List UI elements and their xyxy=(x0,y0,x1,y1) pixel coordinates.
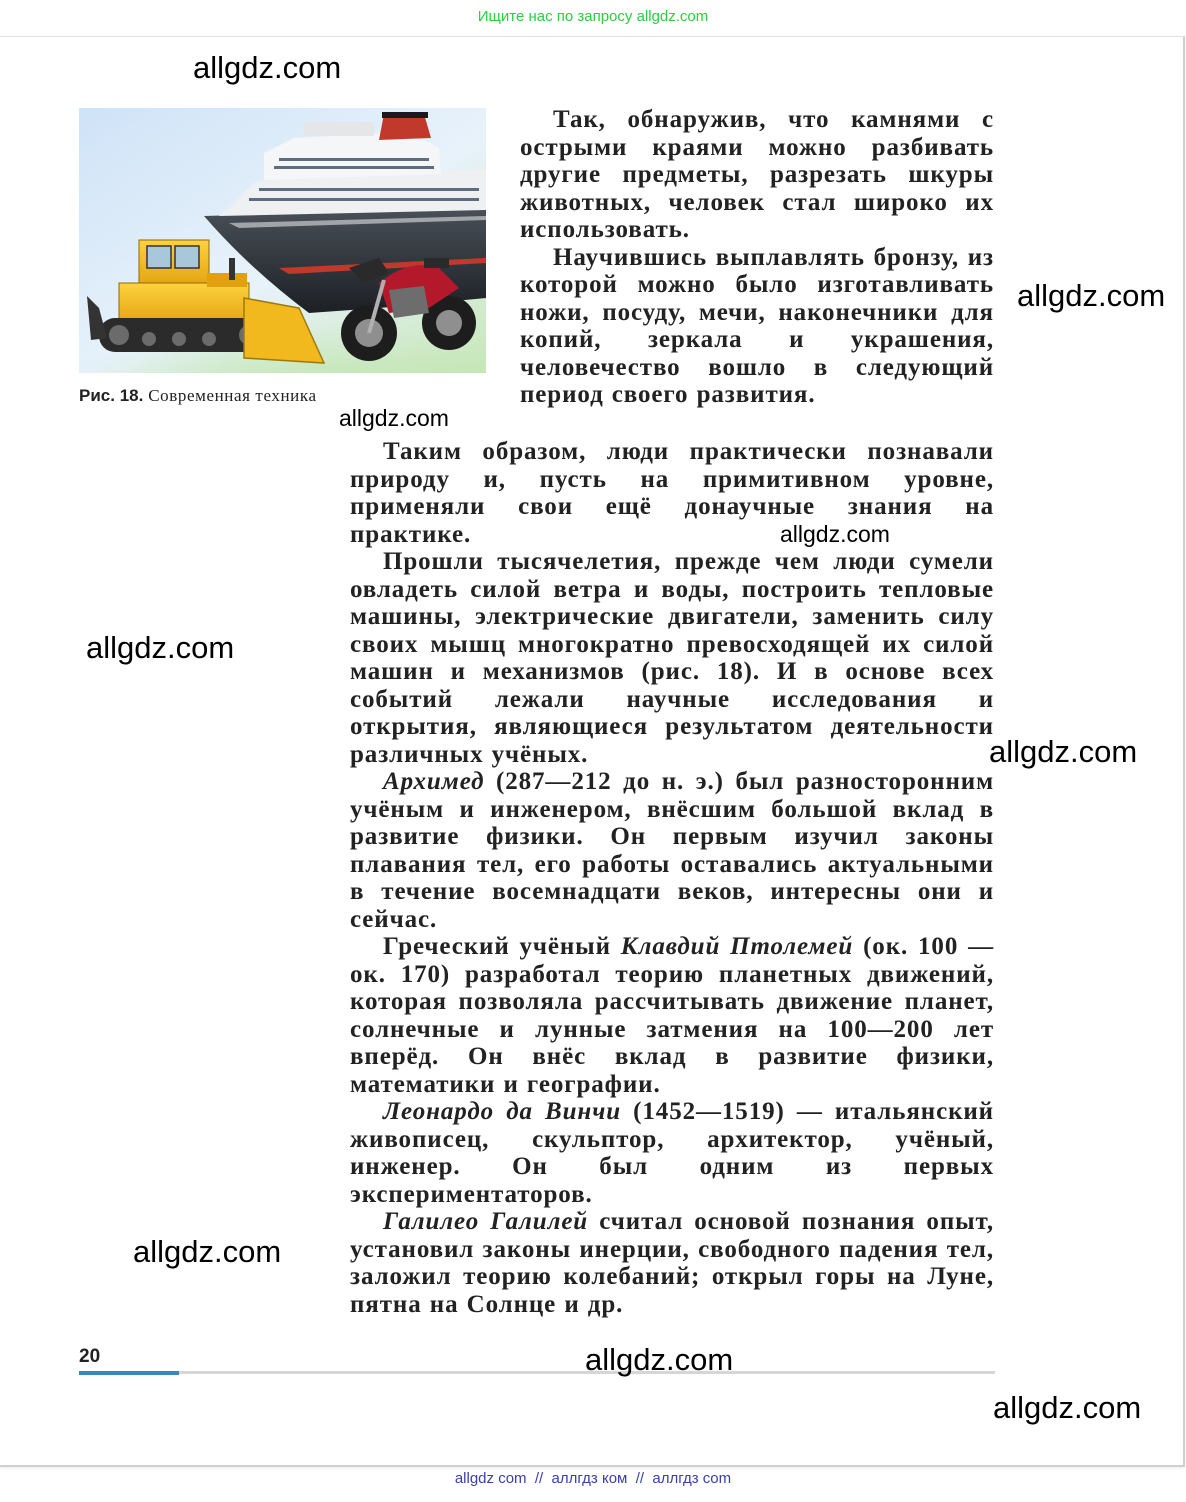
watermark: allgdz.com xyxy=(339,405,449,431)
paragraph-ptolemy xyxy=(350,933,994,1098)
paragraph: Прошли тысячелетия, прежде чем люди сумели овладеть силой ветра и воды, построить тепловые машины, электрические двигатели, заменить силу своих мышц многократно превосходящей их силой машин и механизмов (рис. 18). И в основе всех событий лежали научные исследования и открытия, являющиеся результатом деятельности различных учёных. xyxy=(350,548,994,768)
paragraph-text: считал основой познания опыт, установил законы инерции, свободного падения тел, заложил теорию колебаний; открыл горы на Луне, пятна на Солнце и др. xyxy=(350,1208,994,1318)
page-footer-accent xyxy=(79,1371,179,1375)
page-number: 20 xyxy=(79,1346,101,1367)
watermark: allgdz.com xyxy=(1017,278,1166,313)
figure-modern-technology xyxy=(79,108,486,373)
figure-illustration xyxy=(79,108,486,373)
watermark: allgdz.com xyxy=(133,1234,282,1269)
watermark: allgdz.com xyxy=(585,1342,734,1377)
main-text xyxy=(350,438,994,1318)
watermark: allgdz.com xyxy=(989,734,1138,769)
watermark: allgdz.com xyxy=(993,1390,1142,1425)
paragraph-galileo xyxy=(350,1208,994,1318)
footer-links: allgdz com // аллгдз ком // аллгдз com xyxy=(454,1470,732,1487)
figure-caption-text: Современная техника xyxy=(148,386,317,405)
figure-caption xyxy=(79,386,317,406)
watermark: allgdz.com xyxy=(193,50,342,85)
paragraph-text: (ок. 100 — ок. 170) разработал теорию планетных движений, которая позволяла рассчитывать движение планет, солнечные и лунные затмения на 100—200 лет вперёд. Он внёс вклад в развитие физики, математики и географии. xyxy=(350,933,994,1098)
scientist-name: Леонардо да Винчи xyxy=(383,1098,622,1125)
figure-caption-label: Рис. 18. xyxy=(79,386,144,405)
watermark: allgdz.com xyxy=(780,521,890,547)
paragraph-archimedes xyxy=(350,768,994,933)
paragraph-leonardo xyxy=(350,1098,994,1208)
top-banner: Ищите нас по запросу allgdz.com xyxy=(477,8,709,25)
scientist-name: Клавдий Птолемей xyxy=(620,933,854,960)
paragraph-text: (1452—1519) — итальянский живописец, скульптор, архитектор, учёный, инженер. Он был одним из первых экспериментаторов. xyxy=(350,1098,994,1208)
paragraph: Таким образом, люди практически познавали природу и, пусть на примитивном уровне, применяли свои ещё донаучные знания на практике. xyxy=(350,438,994,548)
watermark: allgdz.com xyxy=(86,630,235,665)
scientist-name: Галилео Галилей xyxy=(383,1208,589,1235)
page-footer-rule xyxy=(79,1371,995,1374)
intro-text xyxy=(520,106,994,409)
scientist-name: Архимед xyxy=(383,768,485,795)
paragraph-text: (287—212 до н. э.) был разносторонним учёным и инженером, внёсшим большой вклад в развитие физики. Он первым изучил законы плавания тел, его работы оставались актуальными в течение восемнадцати веков, интересны они и сейчас. xyxy=(350,768,994,933)
paragraph-text: Греческий учёный xyxy=(383,933,621,960)
paragraph: Научившись выплавлять бронзу, из которой можно было изготавливать ножи, посуду, мечи, наконечники для копий, зеркала и украшения, человечество вошло в следующий период своего развития. xyxy=(520,243,994,408)
paragraph: Так, обнаружив, что камнями с острыми краями можно разбивать другие предметы, разрезать шкуры животных, человек стал широко их использовать. xyxy=(520,106,994,243)
